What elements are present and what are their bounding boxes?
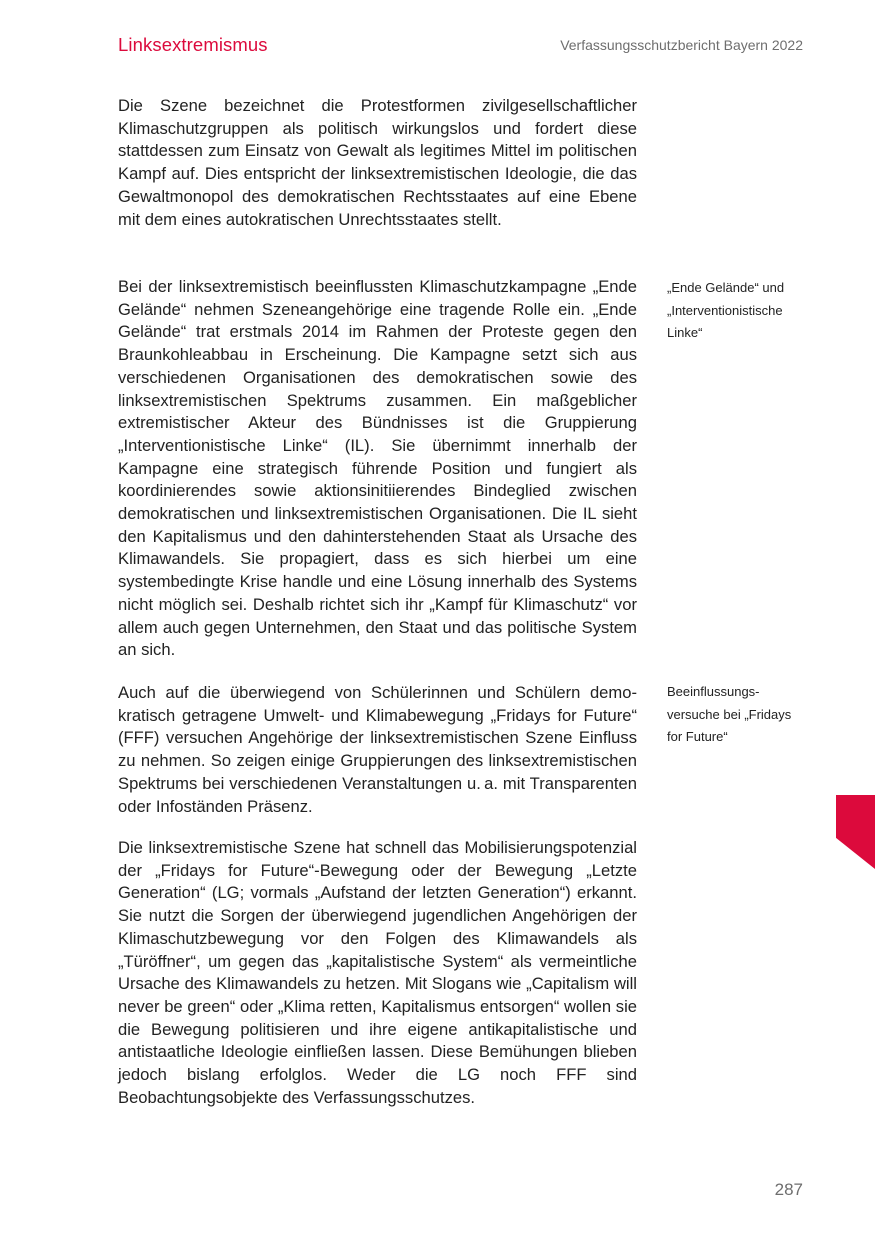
body-paragraph-3: Auch auf die überwiegend von Schülerinnen und Schülern demokratisch getragene Umwelt- und Klimabewegung „Fridays for Future“ (FFF) versuchen Angehörige der linksextremistischen Szene Einfluss zu nehmen. So zeigen einige Gruppierungen des linksextremistischen Spektrums bei verschiedenen Veranstaltungen u. a. mit Transparenten oder Infoständen Präsenz. [118, 683, 637, 816]
margin-note-ende-gelaende: „Ende Gelände“ und „Interventionistische Linke“ [667, 280, 785, 340]
page-number: 287 [774, 1180, 803, 1199]
body-paragraph-2: Bei der linksextremistisch beeinflussten Klimaschutzkampagne „Ende Gelände“ nehmen Szeneangehörige eine tragende Rolle ein. „Ende Gelände“ trat erstmals 2014 im Rahmen der Proteste gegen den Braunkohleabbau in Erscheinung. Die Kampagne setzt sich aus verschiedenen Organisationen des demokratischen sowie des linksextremistischen Spektrums zusammen. Ein maßgeblicher extremistischer Akteur des Bündnisses ist die Gruppierung „Interventionistische Linke“ (IL). Sie übernimmt innerhalb der Kampagne eine strategisch führende Position und fungiert als koordinierendes sowie aktionsinitiierendes Bindeglied zwischen demokratischen und linksextremistischen Organisationen. Die IL sieht den Kapitalismus und den dahinterstehenden Staat als Ursache des Klimawandels. Sie propagiert, dass es sich hierbei um eine systembedingte Krise handle und eine Lösung innerhalb des Systems nicht möglich sei. Deshalb richtet sich ihr „Kampf für Klimaschutz“ vor allem auch gegen Unternehmen, den Staat und das politische System an sich. [118, 277, 637, 660]
chapter-title: Linksextremismus [118, 34, 268, 55]
body-paragraph-4: Die linksextremistische Szene hat schnell das Mobilisierungspotenzial der „Fridays for Future“-Bewegung oder der Bewegung „Letzte Generation“ (LG; vormals „Aufstand der letzten Generation“) erkannt. Sie nutzt die Sorgen der überwiegend jugendlichen Angehörigen der Klimaschutzbewegung vor den Folgen des Klimawandels als „Türöffner“, um gegen das „kapitalistische System“ als vermeintliche Ursache des Klimawandels zu hetzen. Mit Slogans wie „Capitalism will never be green“ oder „Klima retten, Kapitalismus entsorgen“ wollen sie die Bewegung politisieren und ihre eigene antikapitalistische und antistaatliche Ideologie einfließen lassen. Diese Bemühungen blieben jedoch bislang erfolglos. Weder die LG noch FFF sind Beobachtungsobjekte des Verfassungsschutzes. [118, 838, 637, 1107]
chapter-tab-marker [836, 795, 875, 869]
report-title: Verfassungsschutzbericht Bayern 2022 [560, 37, 803, 53]
body-paragraph-1: Die Szene bezeichnet die Protestformen zivilgesellschaftlicher Klimaschutzgruppen als politisch wirkungslos und fordert diese stattdessen zum Einsatz von Gewalt als legitimes Mittel im politischen Kampf auf. Dies entspricht der linksextremistischen Ideologie, die das Gewaltmonopol des demokratischen Rechtsstaates auf eine Ebene mit dem eines autokratischen Unrechtsstaates stellt. [118, 96, 637, 229]
margin-note-fridays-for-future: Beeinflussungsversuche bei „Fridays for Future“ [667, 684, 792, 744]
